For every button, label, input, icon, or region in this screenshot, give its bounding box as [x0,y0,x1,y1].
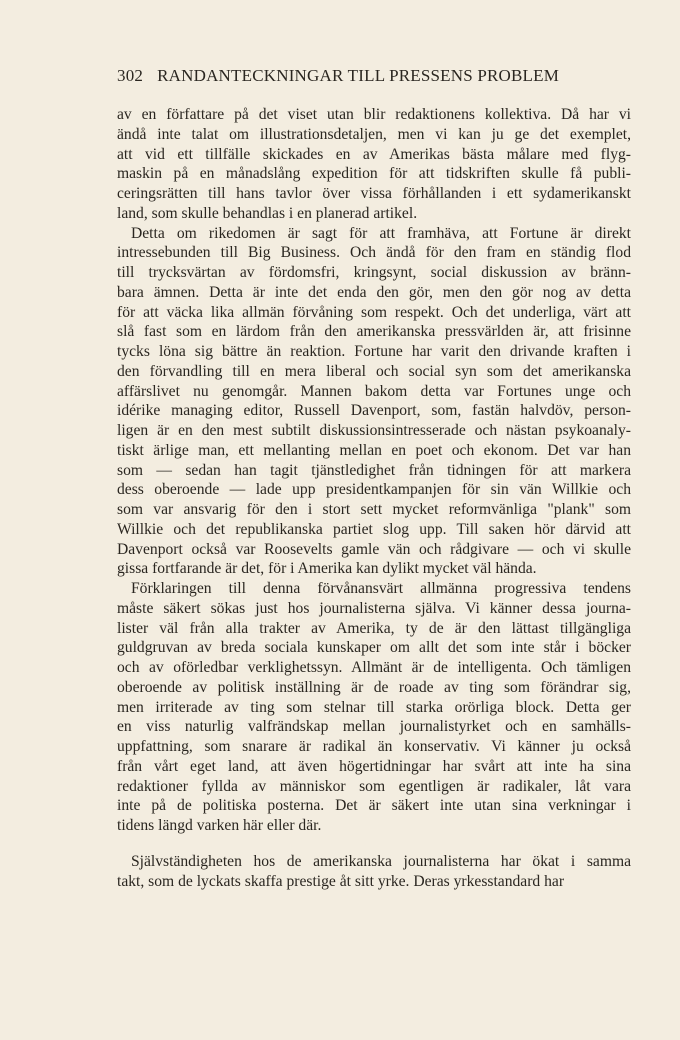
text-line: takt, som de lyckats skaffa prestige åt sitt yrke. Deras yrkesstandard har [117,872,565,890]
text-line: bara ämnen. Detta är inte det enda den gör, men den gör nog av detta [117,283,631,301]
text-line: dess oberoende — lade upp presidentkampanjen för sin vän Willkie och [117,481,631,499]
text-line: maskin på en månadslång expedition för att tidskriften skulle få publi- [117,165,631,183]
text-line: ändå inte talat om illustrationsdetaljen, men vi kan ju ge det exemplet, [117,125,631,143]
text-line: oberoende av politisk inställning är de roade av ting som förändrar sig, [117,678,631,696]
text-line: en viss naturlig valfrändskap mellan journalistyrket och en samhälls- [117,718,631,736]
text-line: till trycksvärtan av fördomsfri, kringsynt, social diskussion av bränn- [117,264,631,281]
text-line: från vårt eget land, att även högertidningar har svårt att inte ha sina [117,757,631,775]
text-line: Detta om rikedomen är sagt för att framhäva, att Fortune är direkt [131,224,631,242]
text-line: Willkie och det republikanska partiet slog upp. Till saken hör därvid att [117,520,631,538]
text-line: intressebunden till Big Business. Och ändå för den fram en ständig flod [117,244,631,262]
text-line: ceringsrätten till hans tavlor över vissa förhållanden i ett sydamerikanskt [117,185,631,202]
body-text [117,105,631,891]
text-line: den förvandling till en mera liberal och social syn som det amerikanska [117,362,631,380]
text-line: av en författare på det viset utan blir redaktionens kollektiva. Då har vi [117,106,631,123]
text-line: tidens längd varken här eller där. [117,817,322,834]
paragraph [117,852,631,892]
text-line: som — sedan han tagit tjänstledighet från tidningen för att markera [117,461,631,479]
text-line: för att väcka lika allmän förvåning som respekt. Och det underliga, värt att [117,303,631,321]
running-head [117,66,631,86]
text-line: måste säkert sökas just hos journalisterna själva. Vi känner dessa journa- [117,599,631,617]
text-line: uppfattning, som snarare är radikal än konservativ. Vi känner ju också [117,738,631,755]
text-line: men irriterade av ting som stelnar till starka orörliga block. Detta ger [117,698,631,716]
text-line: slå fast som en lärdom från den amerikanska pressvärlden är, att frisinne [117,323,631,341]
text-line: Självständigheten hos de amerikanska journalisterna har ökat i samma [131,852,631,870]
text-line: affärslivet nu genomgår. Mannen bakom detta var Fortunes unge och [117,382,631,400]
running-title: RANDANTECKNINGAR TILL PRESSENS PROBLEM [157,66,560,85]
text-line: tycks löna sig bättre än reaktion. Fortune har varit den drivande kraften i [117,343,631,360]
text-line: gissa fortfarande är det, för i Amerika kan dylikt mycket väl hända. [117,560,537,578]
text-line: land, som skulle behandlas i en planerad artikel. [117,204,418,222]
text-line: och av oförledbar verklighetssyn. Allmänt är de intelligenta. Och tämligen [117,659,631,676]
paragraph [117,224,631,580]
paragraph [117,579,631,836]
text-line: ligen är en den mest subtilt diskussionsintresserade och nästan psykoanaly- [117,422,631,439]
text-line: lister väl från alla trakter av Amerika, ty de är den lättast tillgängliga [117,619,631,637]
section-gap [117,836,631,852]
text-line: redaktioner fyllda av människor som egentligen är radikaler, låt vara [117,777,631,795]
page-number: 302 [117,66,144,85]
text-line: som var ansvarig för den i stort sett mycket reformvänliga "plank" som [117,501,631,518]
text-line: Förklaringen till denna förvånansvärt allmänna progressiva tendens [131,580,631,597]
text-line: inte på de politiska posterna. Det är säkert inte utan sina verkningar i [117,797,631,815]
text-line: att vid ett tillfälle skickades en av Amerikas bästa målare med flyg- [117,145,631,163]
text-line: Davenport också var Roosevelts gamle vän och rådgivare — och vi skulle [117,540,631,558]
text-line: tiskt ärlige man, ett mellanting mellan en poet och ekonom. Det var han [117,441,631,459]
text-line: guldgruvan av breda sociala kunskaper om allt det som inte står i böcker [117,639,631,657]
text-line: idérike managing editor, Russell Davenport, som, fastän halvdöv, person- [117,402,631,420]
paragraph [117,105,631,224]
